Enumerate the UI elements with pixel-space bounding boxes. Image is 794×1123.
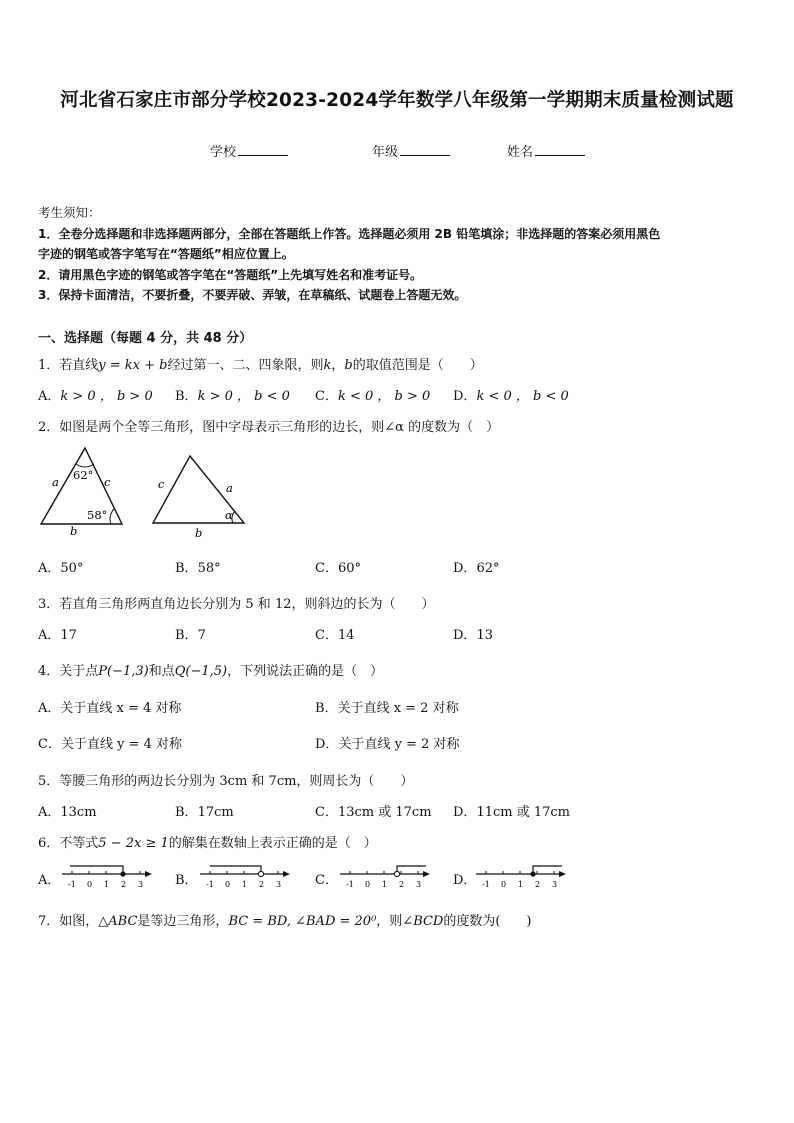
option-text: 17cm xyxy=(197,805,234,820)
option-text: 关于直线 y = 4 对称 xyxy=(60,737,182,752)
question-3: 3．若直角三角形两直角边长分别为 5 和 12，则斜边的长为（ ） xyxy=(38,597,435,612)
option-label: B． xyxy=(315,701,338,716)
tick-label: 2 xyxy=(399,880,405,889)
option-label: D． xyxy=(453,873,477,888)
q4-point-q: Q(−1,5) xyxy=(174,664,228,679)
tick-label: 1 xyxy=(518,880,524,889)
q6-option-b[interactable] xyxy=(175,869,198,888)
q7-stem-mid: 是等边三角形， xyxy=(137,914,229,929)
question-2: 2．如图是两个全等三角形，图中字母表示三角形的边长，则∠α 的度数为（ ） xyxy=(38,420,500,435)
option-text: k < 0 ， b > 0 xyxy=(337,389,431,404)
q5-option-b[interactable] xyxy=(175,801,234,820)
q1-option-b[interactable] xyxy=(175,385,290,404)
q6-number-line-d xyxy=(474,862,569,890)
q6-inequality: 5 − 2x ≥ 1 xyxy=(98,836,169,851)
tick-label: -1 xyxy=(482,880,490,889)
question-5: 5．等腰三角形的两边长分别为 3cm 和 7cm，则周长为（ ） xyxy=(38,774,414,789)
option-label: A． xyxy=(38,389,61,404)
option-label: D． xyxy=(453,561,477,576)
q6-stem-start: 6．不等式 xyxy=(38,836,99,851)
tick-label: 3 xyxy=(552,880,558,889)
tick-label: -1 xyxy=(206,880,214,889)
q1-option-d[interactable] xyxy=(453,385,569,404)
school-blank[interactable] xyxy=(238,142,288,156)
q1-option-a[interactable] xyxy=(38,385,153,404)
option-text: 13cm 或 17cm xyxy=(337,805,432,820)
q2-option-c[interactable] xyxy=(315,557,361,576)
option-label: A． xyxy=(38,561,61,576)
q2-triangle-1 xyxy=(36,442,126,538)
q6-option-d[interactable] xyxy=(453,869,476,888)
q7-stem-start: 7．如图， xyxy=(38,914,99,929)
option-label: D． xyxy=(453,805,477,820)
option-label: C． xyxy=(38,737,61,752)
q7-stem-post: ，则 xyxy=(376,914,403,929)
notice-item-1-cont: 字迹的钢笔或答字笔写在“答题纸”相应位置上。 xyxy=(38,247,294,261)
section-title: 一、选择题（每题 4 分，共 48 分） xyxy=(38,331,253,346)
option-text: 13 xyxy=(476,628,493,643)
option-label: C． xyxy=(315,389,338,404)
tick-label: 0 xyxy=(225,880,231,889)
q1-option-c[interactable] xyxy=(315,385,430,404)
grade-blank[interactable] xyxy=(400,142,450,156)
q3-option-c[interactable] xyxy=(315,624,355,643)
question-7 xyxy=(38,910,532,929)
option-label: D． xyxy=(315,737,339,752)
option-label: B． xyxy=(175,561,198,576)
q3-option-a[interactable] xyxy=(38,624,77,643)
q7-condition: BC = BD, ∠BAD = 20⁰ xyxy=(228,914,377,929)
option-label: C． xyxy=(315,561,338,576)
option-label: C． xyxy=(315,873,338,888)
name-label: 姓名 xyxy=(507,145,534,160)
fig1-side-a: a xyxy=(52,475,59,489)
notice-item-3: 3．保持卡面清洁，不要折叠，不要弄破、弄皱，在草稿纸、试题卷上答题无效。 xyxy=(38,288,467,302)
tick-label: 3 xyxy=(276,880,282,889)
fig2-angle-alpha: α xyxy=(225,508,233,522)
q5-option-c[interactable] xyxy=(315,801,432,820)
notice-item-1: 1．全卷分选择题和非选择题两部分，全部在答题纸上作答。选择题必须用 2B 铅笔填涂；非选择题的答案必须用黑色 xyxy=(38,226,661,241)
q4-option-c[interactable] xyxy=(38,733,182,752)
q4-option-d[interactable] xyxy=(315,733,459,752)
q3-option-d[interactable] xyxy=(453,624,493,643)
option-label: A． xyxy=(38,701,61,716)
fig1-angle-right: 58° xyxy=(87,508,108,522)
q2-triangle-2 xyxy=(150,450,250,544)
grade-label: 年级 xyxy=(372,145,399,160)
option-label: A． xyxy=(38,628,61,643)
option-label: B． xyxy=(175,389,198,404)
q1-stem-mid: 经过第一、二、四象限，则 xyxy=(167,358,324,373)
grade-field xyxy=(372,141,450,160)
option-text: k > 0 ， b < 0 xyxy=(197,389,290,404)
fig1-angle-top: 62° xyxy=(73,468,94,482)
option-label: D． xyxy=(453,389,477,404)
name-field xyxy=(507,141,585,160)
option-text: k < 0 ， b < 0 xyxy=(476,389,569,404)
option-text: 62° xyxy=(476,561,500,576)
q6-option-c[interactable] xyxy=(315,869,338,888)
option-text: 14 xyxy=(337,628,355,643)
tick-label: -1 xyxy=(346,880,354,889)
tick-label: 3 xyxy=(138,880,144,889)
q5-option-a[interactable] xyxy=(38,801,97,820)
option-text: k > 0 ， b > 0 xyxy=(60,389,153,404)
q3-option-b[interactable] xyxy=(175,624,206,643)
question-6 xyxy=(38,832,377,851)
option-label: A． xyxy=(38,805,61,820)
q1-var-k: k xyxy=(323,358,332,373)
option-text: 17 xyxy=(60,628,77,643)
q6-number-line-c xyxy=(338,862,433,890)
tick-label: 1 xyxy=(382,880,388,889)
option-text: 11cm 或 17cm xyxy=(476,805,571,820)
tick-label: 0 xyxy=(365,880,371,889)
option-label: C． xyxy=(315,628,338,643)
tick-label: 3 xyxy=(416,880,422,889)
school-field xyxy=(210,141,288,160)
option-text: 关于直线 x = 4 对称 xyxy=(60,701,182,716)
q6-number-line-b xyxy=(198,862,293,890)
tick-label: 1 xyxy=(104,880,110,889)
tick-label: 0 xyxy=(501,880,507,889)
q1-stem-start: 1．若直线 xyxy=(38,358,99,373)
tick-label: 1 xyxy=(242,880,248,889)
question-1 xyxy=(38,354,483,373)
tick-label: 2 xyxy=(259,880,265,889)
q7-angle-bcd: ∠BCD xyxy=(402,914,444,929)
option-text: 58° xyxy=(197,561,221,576)
q4-stem-mid: 和点 xyxy=(148,664,175,679)
q1-line-equation: y = kx + b xyxy=(98,358,168,373)
q6-stem-end: 的解集在数轴上表示正确的是（ ） xyxy=(168,836,377,851)
candidate-notice xyxy=(38,203,758,306)
notice-heading: 考生须知： xyxy=(38,205,101,220)
q4-stem-start: 4．关于点 xyxy=(38,664,99,679)
question-4 xyxy=(38,660,383,679)
q7-triangle-abc: △ABC xyxy=(98,914,138,929)
q4-point-p: P(−1,3) xyxy=(98,664,149,679)
option-text: 50° xyxy=(60,561,84,576)
q6-option-a[interactable] xyxy=(38,869,60,888)
q6-number-line-a xyxy=(60,862,155,890)
option-text: 13cm xyxy=(60,805,97,820)
q1-separator: ， xyxy=(331,358,345,373)
q2-option-d[interactable] xyxy=(453,557,499,576)
q4-stem-end: ，下列说法正确的是（ ） xyxy=(227,664,384,679)
notice-item-2: 2．请用黑色字迹的钢笔或答字笔在“答题纸”上先填写姓名和准考证号。 xyxy=(38,267,423,282)
option-label: B． xyxy=(175,628,198,643)
option-label: C． xyxy=(315,805,338,820)
option-label: B． xyxy=(175,805,198,820)
school-label: 学校 xyxy=(210,145,237,160)
q7-stem-end: 的度数为( ) xyxy=(443,914,532,929)
q4-option-a[interactable] xyxy=(38,697,181,716)
page-title: 河北省石家庄市部分学校2023-2024学年数学八年级第一学期期末质量检测试题 xyxy=(60,90,734,111)
student-info-row xyxy=(0,141,794,161)
fig1-side-b: b xyxy=(70,524,78,538)
q4-option-b[interactable] xyxy=(315,697,459,716)
q2-option-b[interactable] xyxy=(175,557,221,576)
q1-var-b: b xyxy=(344,358,353,373)
fig2-side-b: b xyxy=(195,526,203,540)
q1-stem-end: 的取值范围是（ ） xyxy=(352,358,483,373)
tick-label: -1 xyxy=(68,880,76,889)
name-blank[interactable] xyxy=(535,142,585,156)
fig2-side-a: a xyxy=(226,481,233,495)
option-label: B． xyxy=(175,873,198,888)
option-text: 60° xyxy=(337,561,361,576)
fig2-side-c: c xyxy=(158,477,165,491)
q2-option-a[interactable] xyxy=(38,557,83,576)
option-label: A． xyxy=(38,873,61,888)
tick-label: 2 xyxy=(121,880,127,889)
fig1-side-c: c xyxy=(104,475,111,489)
tick-label: 2 xyxy=(535,880,541,889)
option-text: 关于直线 y = 2 对称 xyxy=(338,737,460,752)
tick-label: 0 xyxy=(87,880,93,889)
option-label: D． xyxy=(453,628,477,643)
option-text: 7 xyxy=(197,628,206,643)
option-text: 关于直线 x = 2 对称 xyxy=(337,701,459,716)
q5-option-d[interactable] xyxy=(453,801,570,820)
